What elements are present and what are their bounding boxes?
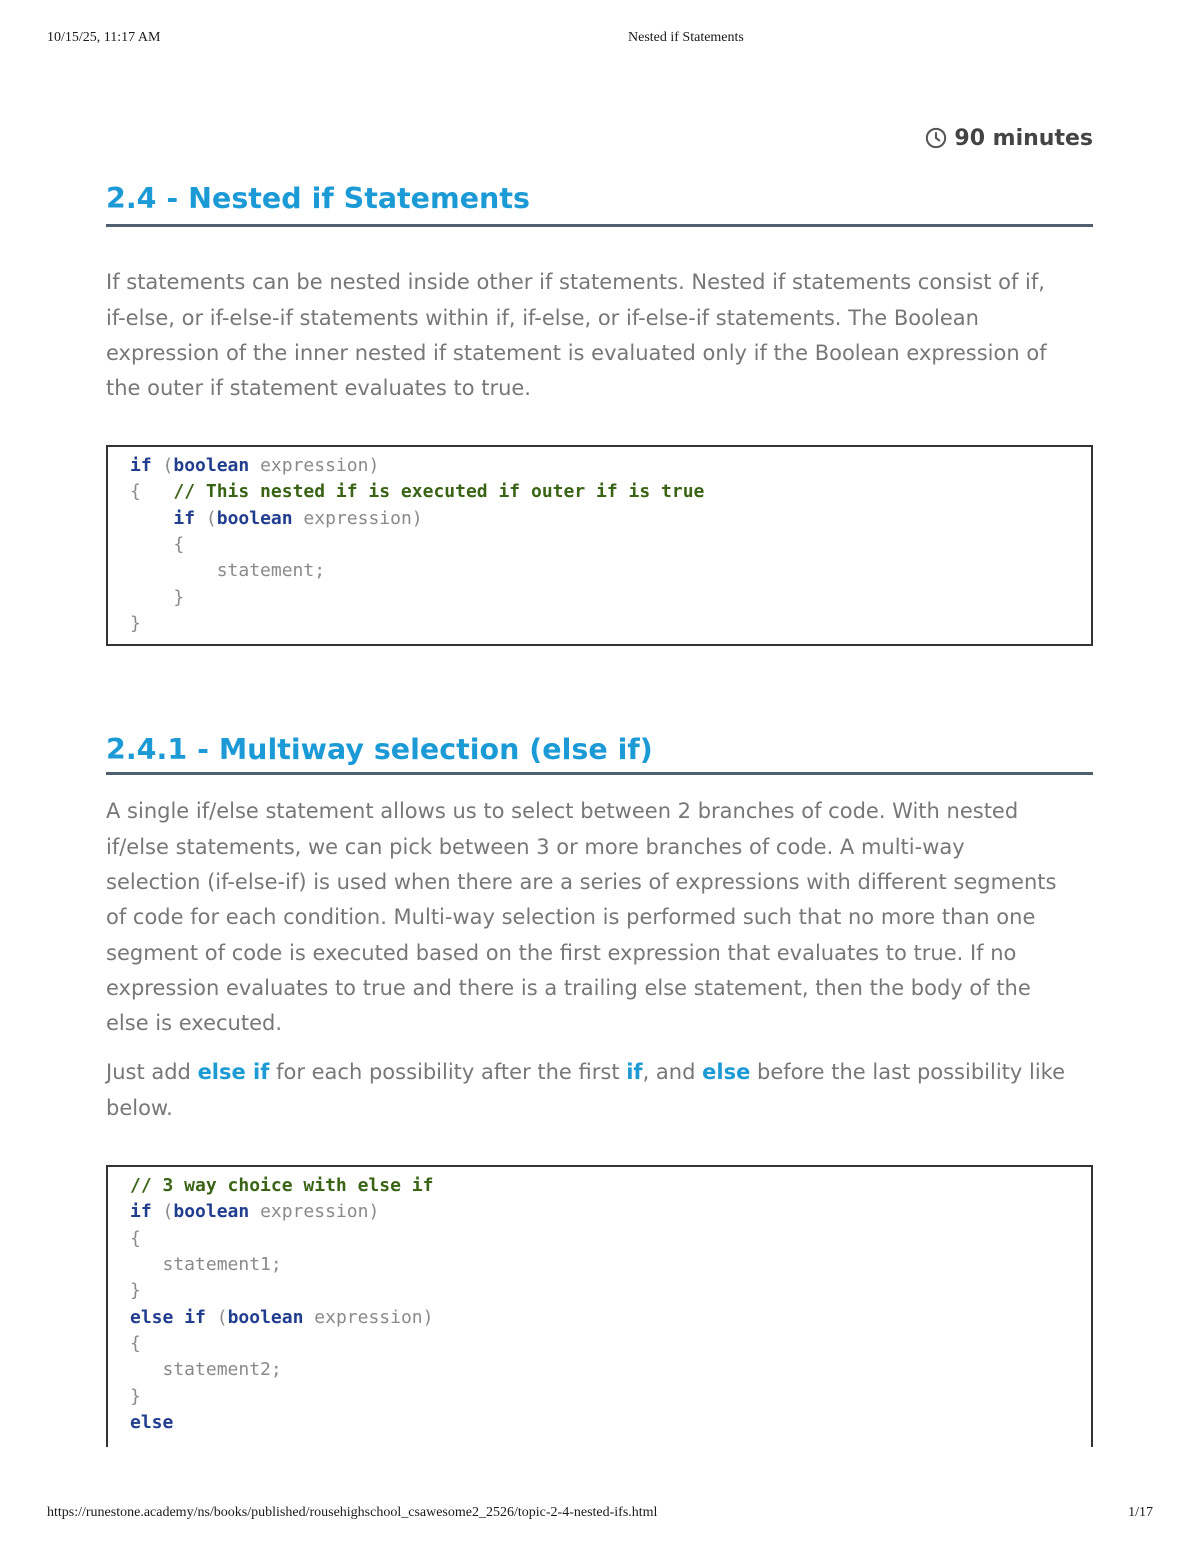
code-comment: // This nested if is executed if outer if is true <box>173 481 705 503</box>
code-text: { <box>130 481 174 503</box>
code-text <box>130 508 173 529</box>
code-keyword: else <box>130 1411 174 1433</box>
code-line <box>130 1226 1091 1252</box>
print-footer-page-number: 1/17 <box>1128 1505 1153 1520</box>
code-keyword: boolean <box>173 455 250 476</box>
code-keyword: if <box>184 1306 206 1328</box>
code-text: statement1; <box>130 1253 282 1275</box>
code-text: } <box>130 586 185 608</box>
code-text: ( <box>151 455 174 476</box>
code-keyword: boolean <box>173 1201 250 1223</box>
code-text: expression) <box>292 507 423 529</box>
paragraph-line: if/else statements, we can pick between 3 or more branches of code. A multi-way <box>106 834 965 859</box>
code-line <box>130 1252 1091 1278</box>
code-line <box>130 1173 1091 1199</box>
section-heading: 2.4 - Nested if Statements <box>106 182 530 215</box>
paragraph-line: selection (if-else-if) is used when there are a series of expressions with different segments <box>106 869 1057 894</box>
print-header-title: Nested if Statements <box>628 30 744 45</box>
clock-icon <box>925 127 947 149</box>
code-text: { <box>130 533 185 555</box>
code-text: } <box>130 612 141 634</box>
paragraph-line <box>106 1055 1093 1090</box>
code-block <box>106 445 1093 646</box>
paragraph-text: Just add <box>106 1060 198 1085</box>
section-heading: 2.4.1 - Multiway selection (else if) <box>106 733 653 766</box>
code-keyword: if <box>130 455 152 476</box>
code-text: { <box>130 1227 141 1249</box>
code-text: expression) <box>249 455 380 476</box>
code-line <box>130 1384 1091 1410</box>
code-keyword: boolean <box>216 507 293 529</box>
code-line <box>130 1357 1091 1383</box>
code-keyword: else <box>130 1306 174 1328</box>
code-line <box>130 558 1091 584</box>
paragraph-line: expression evaluates to true and there is a trailing else statement, then the body of the <box>106 975 1031 1000</box>
code-line <box>130 1305 1091 1331</box>
code-text: expression) <box>303 1306 434 1328</box>
code-text: { <box>130 1332 141 1354</box>
code-line <box>130 1278 1091 1304</box>
paragraph-text: before the last possibility like <box>750 1060 1066 1085</box>
intro-paragraph <box>106 265 1093 406</box>
code-line <box>130 611 1091 637</box>
code-text: statement; <box>130 560 326 582</box>
print-footer-url: https://runestone.academy/ns/books/published/rousehighschool_csawesome2_2526/topic-2-4-nested-ifs.html <box>47 1505 658 1520</box>
code-line <box>130 506 1091 532</box>
code-text: } <box>130 1385 141 1407</box>
time-estimate <box>925 124 1093 152</box>
multiway-paragraph <box>106 794 1093 1041</box>
code-text: statement2; <box>130 1359 282 1381</box>
paragraph-line: the outer if statement evaluates to true. <box>106 376 531 401</box>
code-line <box>130 453 1091 479</box>
code-keyword: boolean <box>227 1306 304 1328</box>
code-line <box>130 1331 1091 1357</box>
code-comment: // 3 way choice with else if <box>130 1175 434 1196</box>
paragraph-text: , and <box>642 1060 703 1085</box>
paragraph-line: A single if/else statement allows us to select between 2 branches of code. With nested <box>106 799 1019 824</box>
code-line <box>130 479 1091 505</box>
code-line <box>130 532 1091 558</box>
code-line <box>130 1199 1091 1225</box>
heading-underline <box>106 224 1093 227</box>
code-block <box>106 1165 1093 1447</box>
paragraph-line: If statements can be nested inside other if statements. Nested if statements consist of if, <box>106 270 1045 295</box>
code-text: } <box>130 1280 141 1302</box>
code-text: expression) <box>249 1201 380 1223</box>
inline-code-else-if: else if <box>197 1060 270 1085</box>
paragraph-line: of code for each condition. Multi-way selection is performed such that no more than one <box>106 905 1036 930</box>
paragraph-line: expression of the inner nested if statement is evaluated only if the Boolean expression of <box>106 340 1047 365</box>
heading-underline <box>106 772 1093 775</box>
code-text <box>173 1307 184 1328</box>
code-text: ( <box>195 507 217 529</box>
code-line <box>130 585 1091 611</box>
paragraph-line: else is executed. <box>106 1011 283 1036</box>
paragraph-line: segment of code is executed based on the first expression that evaluates to true. If no <box>106 940 1017 965</box>
time-estimate-label: 90 minutes <box>954 125 1093 151</box>
paragraph-line: below. <box>106 1095 173 1120</box>
code-text: ( <box>151 1201 174 1223</box>
print-header-datetime: 10/15/25, 11:17 AM <box>47 30 161 45</box>
code-text: ( <box>205 1306 228 1328</box>
code-line <box>130 1410 1091 1436</box>
code-keyword: if <box>173 507 196 529</box>
paragraph-line: if-else, or if-else-if statements within if, if-else, or if-else-if statements. The Boolean <box>106 305 979 330</box>
paragraph-text: for each possibility after the first <box>269 1060 627 1085</box>
else-if-usage-paragraph <box>106 1055 1093 1126</box>
code-keyword: if <box>130 1201 152 1223</box>
inline-code-else: else <box>702 1060 751 1085</box>
inline-code-if: if <box>626 1060 643 1085</box>
